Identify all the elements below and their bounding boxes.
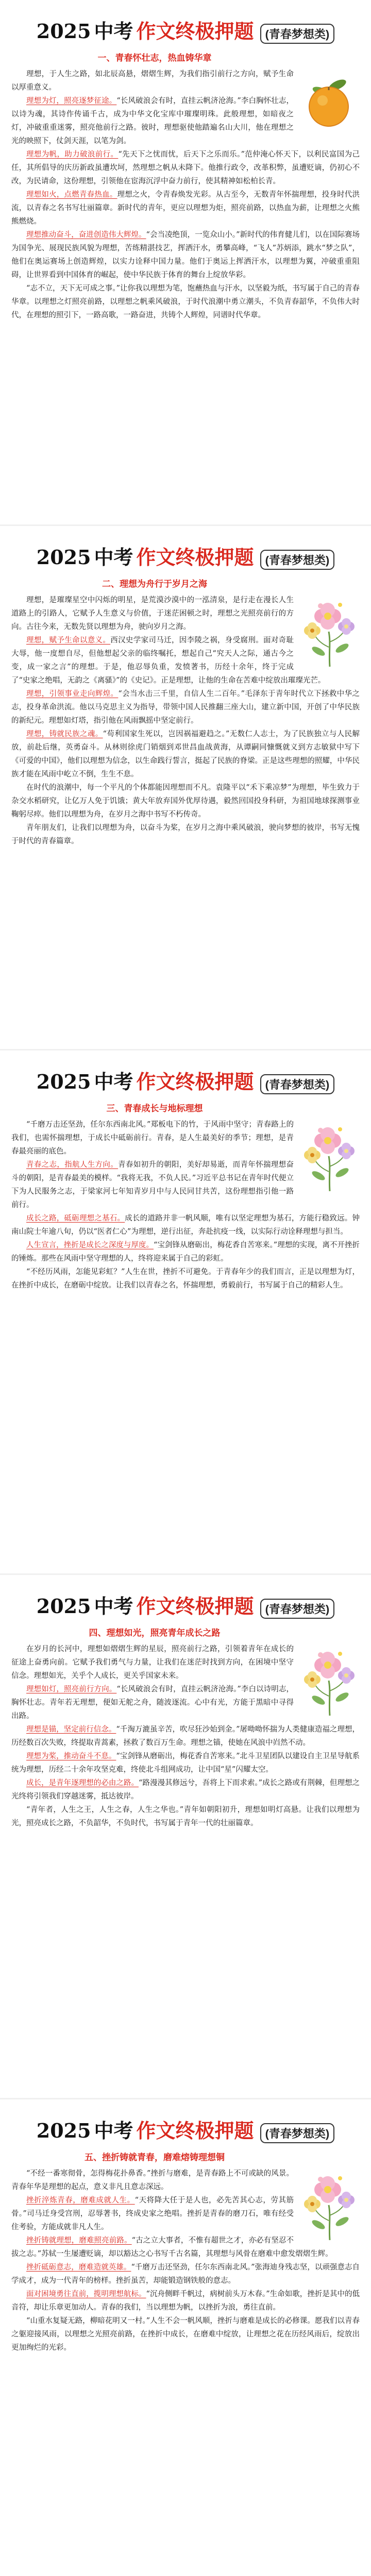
highlight-sentence: 理想推动奋斗，奋进创造伟大辉煌。: [26, 231, 146, 239]
header-keyword: 作文终极押题: [136, 19, 254, 43]
paragraph: [11, 1803, 360, 1830]
article-section: [0, 2098, 371, 2576]
section-body: [11, 1118, 360, 1292]
section-title: 一、青春怀壮志，热血铸华章: [97, 53, 212, 63]
header-year: 2025: [36, 19, 91, 43]
header-subject: 中考: [94, 2119, 133, 2142]
highlight-sentence: 挫折淬炼青春，磨难成就人生。: [26, 2196, 135, 2205]
paragraph-text: “会当凌绝顶，一览众山小。”新时代的伟育健儿们，以在国际赛场为国争光、展现民族风貌为理想，苦练精湛技艺，挥洒汗水，勇攀高峰，“飞人”苏炳添，跳水“梦之队”，他们在奥运赛场上创造辉煌，以实力诠释中国力量。他们于奥运上挥洒汗水，以理想为翼，冲破重重阻碍，让世界看到中国体育的崛起，使中华民族于体育的舞台上绽放华彩。: [11, 231, 360, 279]
header-title: [31, 1066, 340, 1094]
paragraph-text: “志不立，天下无可成之事。”让你我以理想为笔，饱蘸热血与汗水，以坚毅为纸，书写属于自己的青春华章。以理想之灯照亮前路，以理想之帆乘风破浪，于时代浪潮中勇立潮头，不负青春韶华，不负伟大时代，在理想的照引下，一路高歌，一路奋进，共铸个人辉煌，同谱时代华章。: [11, 284, 360, 319]
paragraph-text: “天将降大任于是人也，必先苦其心志，劳其筋骨。”司马迁身受宫刑，忍辱著书，终成史家之绝唱。挫折是青春的磨刀石，唯有经受住考验，方能成就非凡人生。: [11, 2196, 294, 2231]
paragraph: [11, 821, 360, 848]
highlight-sentence: 理想如灯，照亮前行方向。: [26, 1685, 117, 1693]
header-title: [31, 1590, 340, 1619]
paragraph-text: 青年朋友们，让我们以理想为舟，以奋斗为桨，在岁月之海中乘风破浪，驶向梦想的彼岸，书写无愧于时代的青春篇章。: [11, 824, 360, 845]
highlight-sentence: 理想，赋予生命以意义。: [26, 636, 111, 645]
paragraph-text: “宝剑锋从磨砺出，梅花香自苦寒来。”北斗卫星团队以建设自主卫星导航系统为理想，历经二十余年攻坚克难，终使北斗组网成功，让中国“星”闪耀太空。: [11, 1752, 360, 1774]
header-year: 2025: [36, 1594, 91, 1618]
paragraph-text: “古之立大事者，不惟有超世之才，亦必有坚忍不拔之志。”苏轼一生屡遭贬谪，却以豁达之心书写千古名篇，其理想与风骨在磨难中愈发熠熠生辉。: [11, 2236, 333, 2258]
header-keyword: 作文终极押题: [136, 1594, 254, 1618]
highlight-sentence: 成长，是青年逐理想的必由之路。: [26, 1779, 139, 1787]
section-body: [11, 1642, 360, 1830]
highlight-sentence: 挫折铸就理想，磨难照亮前路。: [26, 2236, 132, 2245]
paragraph-text: “千磨万击还坚劲，任尔东西南北风。”张海迪身残志坚，以顽强意志自学成才，成为一代青年的榜样。挫折虽苦，却能锻造钢铁般的意志。: [11, 2263, 360, 2285]
paragraph-text: “宝剑锋从磨砺出，梅花香自苦寒来。”理想的实现，离不开挫折的锤炼。那些在风雨中坚守理想的人，终将迎来属于自己的彩虹。: [11, 1241, 360, 1263]
section-header: [11, 11, 360, 47]
paragraph-text: 青春如初升的朝阳，美好却易逝，而青年怀揣理想奋斗的朝阳，是青春最美的模样。“我将无我，不负人民。”习近平总书记在青年时代便立下为人民服务之志，于梁家河七年知青岁月中与人民同甘共苦，这份理想指引他一路前行。: [11, 1161, 294, 1209]
paragraph: [11, 188, 360, 228]
header-tag: (青春梦想类): [260, 24, 335, 44]
highlight-sentence: 理想，引领事业走向辉煌。: [26, 690, 119, 698]
article-section: [0, 0, 371, 524]
paragraph-text: “不经历风雨，怎能见彩虹？”人生在世，挫折不可避免。于青春年少的我们而言，正是以理想为灯，在挫折中成长，在磨砺中绽放。让我们以青春之名，怀揣理想，勇毅前行，书写属于自己的精彩人生。: [11, 1268, 360, 1290]
flower-bouquet-icon: [299, 590, 360, 668]
paragraph: [11, 2287, 360, 2314]
paragraph: [11, 1212, 360, 1239]
header-keyword: 作文终极押题: [136, 545, 254, 569]
header-subject: 中考: [94, 1070, 133, 1093]
highlight-sentence: 面对困境勇往直前，揽明理想航标。: [26, 2290, 146, 2298]
paragraph: [11, 1239, 360, 1265]
section-header: [11, 2111, 360, 2147]
highlight-sentence: 理想是锚，坚定前行信念。: [26, 1725, 116, 1734]
header-subject: 中考: [94, 19, 133, 43]
section-title: 三、青春成长与地标理想: [106, 1104, 203, 1113]
header-year: 2025: [36, 545, 91, 569]
section-header: [11, 537, 360, 573]
paragraph: [11, 1776, 360, 1803]
paragraph-text: “千磨万击还坚劲，任尔东西南北风。”郑板电下的竹，于风雨中坚守；青春路上的我们，也需怀揣理想，于成长中砥砺前行。青春，是人生最美好的季节；理想，是青春最亮丽的底色。: [11, 1121, 294, 1156]
flower-bouquet-icon: [299, 2164, 360, 2241]
paragraph-text: “青年者，人生之王，人生之春，人生之华也。”青年如朝阳初升，理想如明灯高悬。让我们以理想为光，照亮成长之路，不负韶华，不负时代，书写属于青年一代的壮丽篇章。: [11, 1806, 360, 1827]
orange-fruit-icon: [299, 64, 360, 142]
section-body: [11, 2167, 360, 2354]
paragraph-text: “不经一番寒彻骨，怎得梅花扑鼻香。”挫折与磨难，是青春路上不可或缺的风景。青春年华是理想的起点，意义非凡且意志深远。: [11, 2170, 294, 2191]
paragraph-text: 成长的道路并非一帆风顺，唯有以坚定理想为基石，方能行稳致远。钟南山院士年逾八旬，仍以“医者仁心”为理想，逆行出征，奔赴抗疫一线，以实际行动诠释理想与担当。: [11, 1214, 360, 1236]
highlight-sentence: 人生宣言，挫折是成长之深度与厚度。: [26, 1241, 154, 1249]
paragraph-text: “长风破浪会有时，直挂云帆济沧海。”李白胸怀壮志，以诗为魂，其诗作传诵千古，成为中华文化宝库中璀璨明珠。此般理想，如暗夜之灯，冲破重重迷雾，照亮他前行之路。彼时，理想驱使他踏遍名山大川，他在理想之光的映照下，仗剑天涯，以笔为剑。: [11, 97, 294, 145]
paragraph: [11, 228, 360, 282]
paragraph-text: 理想，于人生之路，如北辰高悬，熠熠生辉，为我们指引前行之方向，赋予生命以厚重意义。: [11, 70, 294, 92]
paragraph-text: “先天下之忧而忧，后天下之乐而乐。”范仲淹心怀天下，以利民富国为己任，其所倡导的庆历新政虽遭坎坷，然理想之帆从未降下。他推行政令，改革积弊，虽遭贬谪，仍初心不改，为民请命，这份理想，引领他在宦海沉浮中奋力前行，使其精神如松柏长青。: [11, 150, 360, 185]
paragraph-text: “苟利国家生死以，岂因祸福避趋之。”无数仁人志士，为了民族独立与人民解放，前赴后继，英勇奋斗。从林则徐虎门销烟到邓世昌血战黄海，从谭嗣同慷慨就义到方志敏狱中写下《可爱的中国》，他们以理想为信念，以生命践行誓言，挺起了民族的脊梁。正是这些理想的照耀，中华民族才能在风雨中屹立不倒，生生不息。: [11, 730, 360, 778]
paragraph-text: “会当水击三千里，自信人生二百年。”毛泽东于青年时代立下拯救中华之志，投身革命洪流。他以马克思主义为指导，带领中国人民推翻三座大山，建立新中国，开创了中华民族的新纪元。理想如灯塔，指引他在风雨飘摇中坚定前行。: [11, 690, 360, 725]
header-subject: 中考: [94, 545, 133, 569]
highlight-sentence: 挫折砥砺意志，磨难造就英雄。: [26, 2263, 131, 2272]
section-title: 四、理想如光，照亮青年成长之路: [89, 1628, 221, 1638]
paragraph-text: “长风破浪会有时，直挂云帆济沧海。”李白以诗明志，胸怀壮志。青年若无理想，便如无舵之舟，随波逐流。心中有光，方能于黑暗中寻得出路。: [11, 1685, 294, 1720]
header-tag: (青春梦想类): [260, 550, 335, 570]
paragraph: [11, 1265, 360, 1292]
header-tag: (青春梦想类): [260, 1599, 335, 1619]
highlight-sentence: 成长之路，砥砺理想之基石。: [26, 1214, 125, 1223]
paragraph: [11, 727, 360, 781]
paragraph: [11, 2261, 360, 2287]
paragraph-text: “山重水复疑无路，柳暗花明又一村。”人生不会一帆风顺，挫折与磨难是成长的必修课。愿我们以青春之躯迎接风雨，以理想之光照亮前路，在挫折中成长，在磨难中绽放，让理想之花在历经风雨后，绽放出更加绚烂的光彩。: [11, 2317, 360, 2352]
header-tag: (青春梦想类): [260, 1074, 335, 1094]
paragraph-text: 理想之火，令青春焕发光彩。从古至今，无数青年怀揣理想，投身时代洪流，以青春之名书写壮丽篇章。新时代的青年，更应以理想为炬，照亮前路，以热血为薪，让理想之火熊熊燃烧。: [11, 191, 360, 226]
paragraph: [11, 282, 360, 322]
section-header: [11, 1062, 360, 1098]
paragraph: [11, 1750, 360, 1776]
paragraph-text: 在岁月的长河中，理想如熠熠生辉的星辰，照亮前行之路，引领着青年在成长的征途上奋勇向前。它赋予我们勇气与力量，让我们在迷茫时找到方向，在困境中坚守信念。理想如光，关乎个人成长，更关乎国家未来。: [11, 1645, 294, 1680]
paragraph-text: “千淘万漉虽辛苦，吹尽狂沙始到金。”屠呦呦怀揣为人类健康造福之理想，历经数百次失败，终提取青蒿素，拯救了数百万生命。理想之锚，使她在风浪中岿然不动。: [11, 1725, 360, 1747]
header-tag: (青春梦想类): [260, 2123, 335, 2143]
section-body: [11, 594, 360, 848]
header-title: [31, 2115, 340, 2143]
paragraph-text: “路漫漫其修远兮，吾将上下而求索。”成长之路或有荆棘，但理想之光终将引领我们穿越迷雾，抵达彼岸。: [11, 1779, 360, 1801]
paragraph-text: 在时代的浪潮中，每一个平凡的个体都能因理想而不凡。袁隆平以“禾下乘凉梦”为理想，毕生致力于杂交水稻研究，让亿万人免于饥饿；黄大年放弃国外优厚待遇，毅然回国投身科研，为祖国地球探测事业鞠躬尽瘁。他们以理想为舟，在岁月之海中书写不朽传奇。: [11, 784, 360, 819]
article-section: [0, 1573, 371, 2098]
header-keyword: 作文终极押题: [136, 2119, 254, 2142]
highlight-sentence: 青春之志，指航人生方向。: [26, 1161, 119, 1169]
highlight-sentence: 理想为帆，助力破浪前行。: [26, 150, 119, 159]
header-year: 2025: [36, 1070, 91, 1093]
flower-bouquet-icon: [299, 1639, 360, 1717]
header-year: 2025: [36, 2119, 91, 2142]
header-keyword: 作文终极押题: [136, 1070, 254, 1093]
header-title: [31, 541, 340, 570]
flower-bouquet-icon: [299, 1115, 360, 1192]
highlight-sentence: 理想为灯，照亮逐梦征途。: [26, 97, 117, 105]
paragraph: [11, 781, 360, 821]
section-title: 五、挫折铸就青春，磨难熔铸理想铜: [85, 2153, 225, 2162]
section-body: [11, 67, 360, 322]
header-title: [31, 15, 340, 44]
paragraph-text: “沉舟侧畔千帆过，病树前头万木春。”生命如歌，挫折是其中的低音符，却让乐章更加动人。青春的我们，当以理想为帆，以挫折为浪，勇往直前。: [11, 2290, 360, 2312]
paragraph: [11, 687, 360, 727]
article-section: [0, 1049, 371, 1573]
paragraph: [11, 2314, 360, 2354]
paragraph-text: 西汉史学家司马迁，因李陵之祸，身受腐刑。面对奇耻大辱，他一度想自尽，但他想起父亲的临终嘱托，想起自己“究天人之际，通古今之变，成一家之言”的理想。于是，他忍辱负重，发愤著书，历经十余年，终于完成了“史家之绝唱，无韵之《离骚》”的《史记》。正是理想，让他的生命在苦难中绽放出璀璨光芒。: [11, 636, 326, 685]
highlight-sentence: 理想，铸就民族之魂。: [26, 730, 103, 738]
highlight-sentence: 理想如火，点燃青春热血。: [26, 191, 117, 199]
paragraph: [11, 148, 360, 188]
header-subject: 中考: [94, 1594, 133, 1618]
highlight-sentence: 理想为桨，推动奋斗不息。: [26, 1752, 116, 1760]
article-section: [0, 524, 371, 1049]
paragraph-text: 理想，是璀璨星空中闪烁的明星，是荒漠沙漠中的一泓清泉，是行走在漫长人生道路上的引路人，它赋予人生意义与价值，于迷茫困顿之时，理想之光照亮前行的方向。古往今来，无数先贤以理想为舟，驶向岁月之海。: [11, 596, 294, 631]
section-title: 二、理想为舟行于岁月之海: [102, 579, 207, 589]
paragraph: [11, 1723, 360, 1750]
section-header: [11, 1586, 360, 1622]
